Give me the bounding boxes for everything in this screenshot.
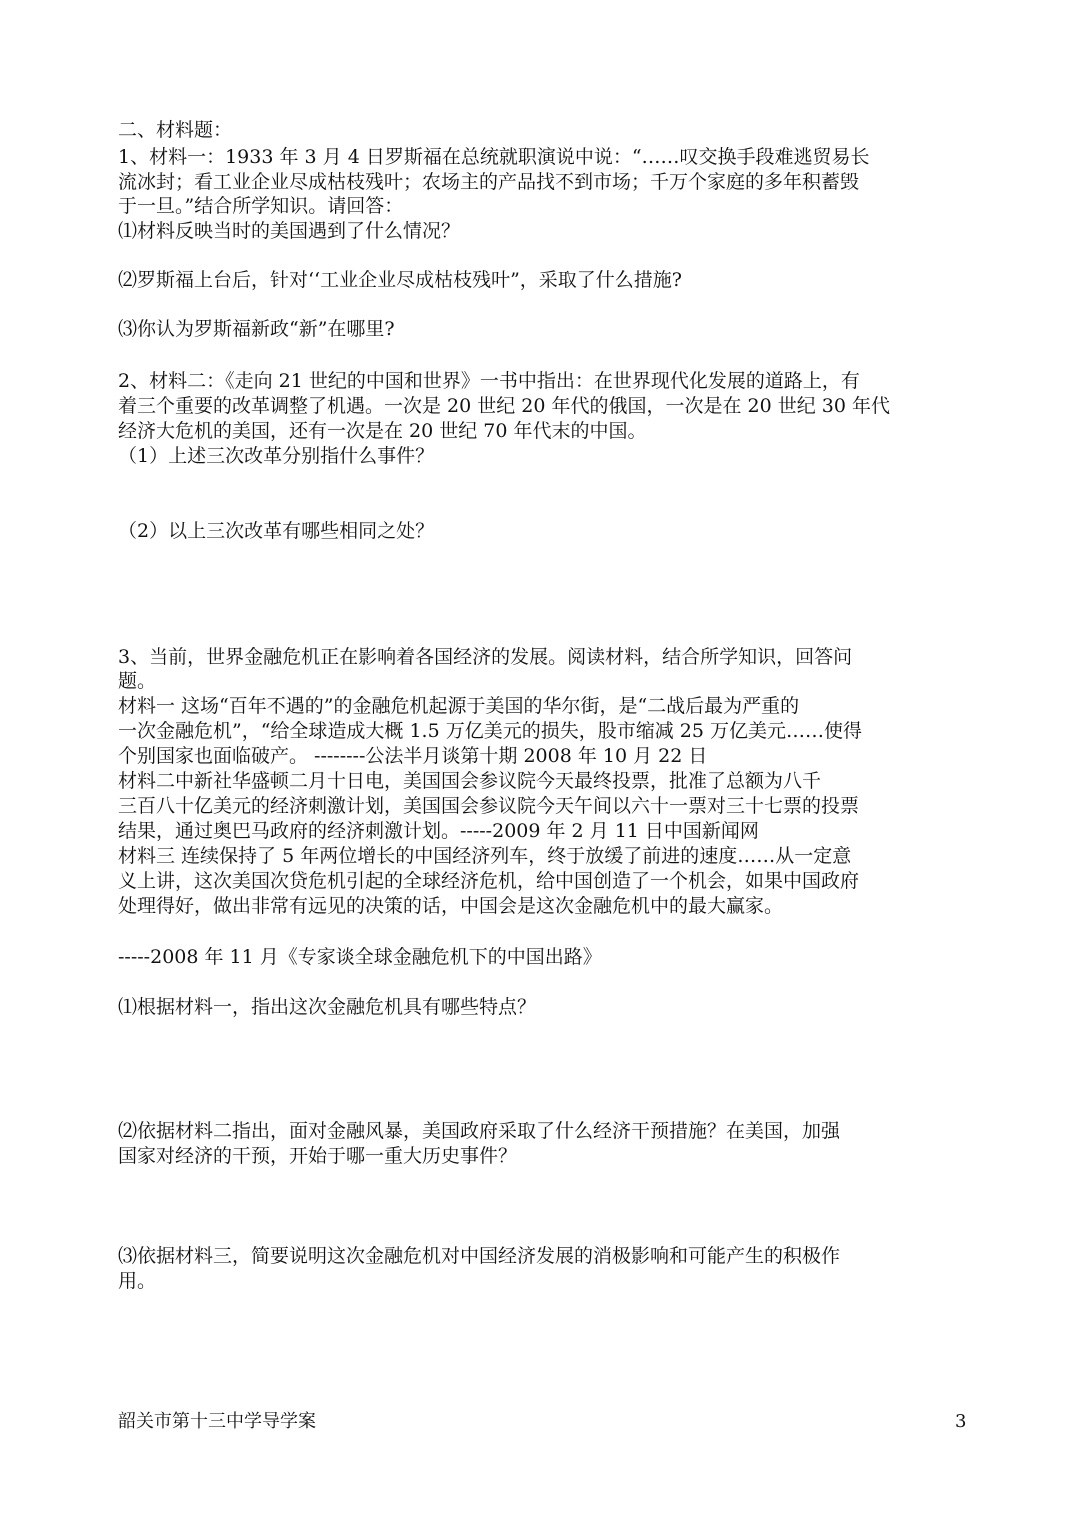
- q2-line: 2、材料二：《走向 21 世纪的中国和世界》一书中指出：在世界现代化发展的道路上，有: [118, 370, 860, 392]
- q3-material-3-source: -----2008 年 11 月《专家谈全球金融危机下的中国出路》: [118, 946, 602, 968]
- q3-material-3: 处理得好，做出非常有远见的决策的话，中国会是这次金融危机中的最大赢家。: [118, 895, 784, 917]
- q3-subquestion-3: 用。: [118, 1270, 157, 1292]
- q3-material-2-source: 结果，通过奥巴马政府的经济刺激计划。-----2009 年 2 月 11 日中国新闻网: [118, 820, 759, 842]
- q1-line: 于一旦。”结合所学知识。请回答：: [118, 195, 404, 217]
- q3-material-1-source: 个别国家也面临破产。 --------公法半月谈第十期 2008 年 10 月 22 日: [118, 745, 708, 767]
- q1-subquestion-3: ⑶你认为罗斯福新政“新”在哪里?: [118, 318, 395, 340]
- footer-school-name: 韶关市第十三中学导学案: [118, 1411, 316, 1432]
- q1-line: 流冰封；看工业企业尽成枯枝残叶；农场主的产品找不到市场；千万个家庭的多年积蓄毁: [118, 171, 860, 193]
- q3-material-1: 一次金融危机”，“给全球造成大概 1.5 万亿美元的损失，股市缩减 25 万亿美元……使得: [118, 720, 862, 742]
- q2-subquestion-1: （1）上述三次改革分别指什么事件？: [118, 445, 435, 467]
- q3-line: 3、当前，世界金融危机正在影响着各国经济的发展。阅读材料，结合所学知识，回答问: [118, 646, 853, 668]
- q1-subquestion-1: ⑴材料反映当时的美国遇到了什么情况？: [118, 220, 461, 242]
- q3-material-3: 材料三 连续保持了 5 年两位增长的中国经济列车，终于放缓了前进的速度……从一定意: [118, 845, 852, 867]
- section-heading: 二、材料题：: [118, 119, 233, 141]
- q2-line: 经济大危机的美国，还有一次是在 20 世纪 70 年代末的中国。: [118, 420, 647, 442]
- q3-material-1: 材料一 这场“百年不遇的”的金融危机起源于美国的华尔街，是“二战后最为严重的: [118, 695, 800, 717]
- q1-subquestion-2: ⑵罗斯福上台后，针对‘‘工业企业尽成枯枝残叶”，采取了什么措施?: [118, 269, 682, 291]
- q3-material-2: 三百八十亿美元的经济刺激计划，美国国会参议院今天午间以六十一票对三十七票的投票: [118, 795, 860, 817]
- q3-material-2: 材料二中新社华盛顿二月十日电，美国国会参议院今天最终投票，批准了总额为八千: [118, 770, 822, 792]
- q2-subquestion-2: （2）以上三次改革有哪些相同之处？: [118, 520, 435, 542]
- q3-subquestion-1: ⑴根据材料一，指出这次金融危机具有哪些特点？: [118, 996, 537, 1018]
- page-number: 3: [955, 1411, 967, 1432]
- q2-line: 着三个重要的改革调整了机遇。一次是 20 世纪 20 年代的俄国，一次是在 20 世纪 30 年代: [118, 395, 891, 417]
- q3-line: 题。: [118, 670, 157, 692]
- q3-subquestion-2: ⑵依据材料二指出，面对金融风暴，美国政府采取了什么经济干预措施？在美国，加强: [118, 1120, 841, 1142]
- q3-subquestion-3: ⑶依据材料三，简要说明这次金融危机对中国经济发展的消极影响和可能产生的积极作: [118, 1245, 841, 1267]
- q3-material-3: 义上讲，这次美国次贷危机引起的全球经济危机，给中国创造了一个机会，如果中国政府: [118, 870, 860, 892]
- q1-line: 1、材料一：1933 年 3 月 4 日罗斯福在总统就职演说中说：“……叹交换手段难逃贸易长: [118, 146, 870, 168]
- q3-subquestion-2: 国家对经济的干预，开始于哪一重大历史事件？: [118, 1145, 518, 1167]
